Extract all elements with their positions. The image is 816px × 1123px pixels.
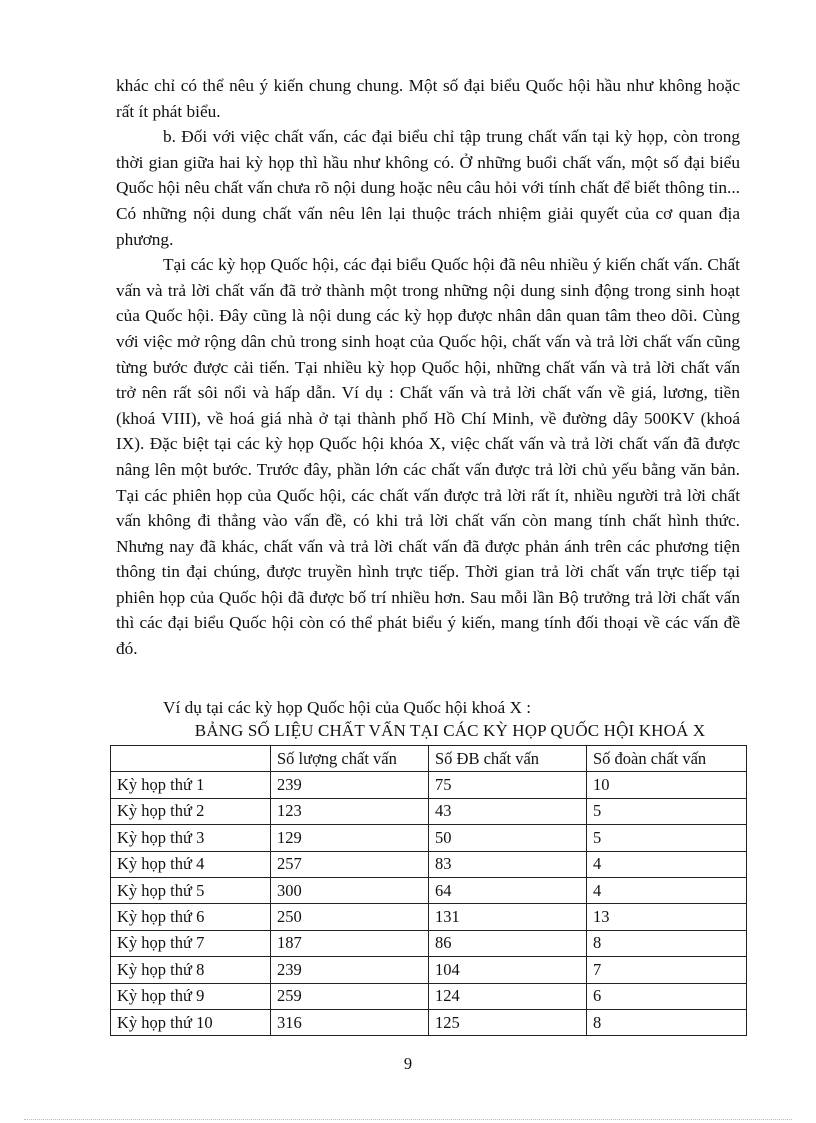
question-count-cell: 123 bbox=[271, 798, 429, 824]
delegation-count-cell: 10 bbox=[587, 772, 747, 798]
session-cell: Kỳ họp thứ 8 bbox=[111, 957, 271, 983]
question-count-cell: 259 bbox=[271, 983, 429, 1009]
delegation-count-cell: 6 bbox=[587, 983, 747, 1009]
question-count-cell: 129 bbox=[271, 825, 429, 851]
delegation-count-cell: 4 bbox=[587, 851, 747, 877]
session-cell: Kỳ họp thứ 2 bbox=[111, 798, 271, 824]
deputy-count-cell: 86 bbox=[429, 930, 587, 956]
deputy-count-cell: 125 bbox=[429, 1009, 587, 1035]
deputy-count-cell: 124 bbox=[429, 983, 587, 1009]
question-count-cell: 187 bbox=[271, 930, 429, 956]
table-row bbox=[111, 1009, 747, 1035]
session-cell: Kỳ họp thứ 3 bbox=[111, 825, 271, 851]
delegation-count-cell: 8 bbox=[587, 1009, 747, 1035]
paragraph-interpellation: b. Đối với việc chất vấn, các đại biểu chỉ tập trung chất vấn tại kỳ họp, còn trong thời gian giữa hai kỳ họp thì hầu như không có. Ở những buổi chất vấn, một số đại biểu Quốc hội nêu chất vấn chưa rõ nội dung hoặc nêu câu hỏi với tính chất để biết thông tin... Có những nội dung chất vấn nêu lên lại thuộc trách nhiệm giải quyết của cơ quan địa phương. bbox=[116, 127, 740, 249]
table-row bbox=[111, 877, 747, 903]
question-count-cell: 316 bbox=[271, 1009, 429, 1035]
deputy-count-cell: 83 bbox=[429, 851, 587, 877]
table-title: BẢNG SỐ LIỆU CHẤT VẤN TẠI CÁC KỲ HỌP QUỐC HỘI KHOÁ X bbox=[194, 721, 706, 740]
header-cell-question-count: Số lượng chất vấn bbox=[271, 746, 429, 772]
header-cell-delegation-count: Số đoàn chất vấn bbox=[587, 746, 747, 772]
page-bottom-divider bbox=[24, 1119, 792, 1120]
table-row bbox=[111, 904, 747, 930]
session-cell: Kỳ họp thứ 1 bbox=[111, 772, 271, 798]
question-count-cell: 257 bbox=[271, 851, 429, 877]
delegation-count-cell: 5 bbox=[587, 825, 747, 851]
table-row bbox=[111, 825, 747, 851]
table-row bbox=[111, 851, 747, 877]
table-row bbox=[111, 798, 747, 824]
example-line: Ví dụ tại các kỳ họp Quốc hội của Quốc hội khoá X : bbox=[163, 698, 532, 717]
session-cell: Kỳ họp thứ 4 bbox=[111, 851, 271, 877]
deputy-count-cell: 64 bbox=[429, 877, 587, 903]
delegation-count-cell: 5 bbox=[587, 798, 747, 824]
header-cell-deputy-count: Số ĐB chất vấn bbox=[429, 746, 587, 772]
deputy-count-cell: 104 bbox=[429, 957, 587, 983]
deputy-count-cell: 75 bbox=[429, 772, 587, 798]
delegation-count-cell: 7 bbox=[587, 957, 747, 983]
body-text bbox=[116, 73, 740, 662]
session-cell: Kỳ họp thứ 10 bbox=[111, 1009, 271, 1035]
question-count-cell: 239 bbox=[271, 957, 429, 983]
deputy-count-cell: 131 bbox=[429, 904, 587, 930]
session-cell: Kỳ họp thứ 6 bbox=[111, 904, 271, 930]
session-cell: Kỳ họp thứ 7 bbox=[111, 930, 271, 956]
table-header-row bbox=[111, 746, 747, 772]
delegation-count-cell: 8 bbox=[587, 930, 747, 956]
deputy-count-cell: 50 bbox=[429, 825, 587, 851]
deputy-count-cell: 43 bbox=[429, 798, 587, 824]
table-row bbox=[111, 930, 747, 956]
delegation-count-cell: 13 bbox=[587, 904, 747, 930]
interpellation-table bbox=[110, 745, 747, 1036]
paragraph-sessions: Tại các kỳ họp Quốc hội, các đại biểu Quốc hội đã nêu nhiều ý kiến chất vấn. Chất vấn và trả lời chất vấn đã trở thành một trong những nội dung sinh động trong sinh hoạt của Quốc hội. Đây cũng là nội dung các kỳ họp được nhân dân quan tâm theo dõi. Cùng với việc mở rộng dân chủ trong sinh hoạt của Quốc hội, chất vấn và trả lời chất vấn cũng từng bước được cải tiến. Tại nhiều kỳ họp Quốc hội, những chất vấn và trả lời chất vấn trở nên rất sôi nổi và hấp dẫn. Ví dụ : Chất vấn và trả lời chất vấn về giá, lương, tiền (khoá VIII), về hoá giá nhà ở tại thành phố Hồ Chí Minh, về đường dây 500KV (khoá IX). Đặc biệt tại các kỳ họp Quốc hội khóa X, việc chất vấn và trả lời chất vấn đã được nâng lên một bước. Trước đây, phần lớn các chất vấn được trả lời chủ yếu bằng văn bản. Tại các phiên họp của Quốc hội, các chất vấn được trả lời rất ít, nhiều người trả lời chất vấn không đi thẳng vào vấn đề, có khi trả lời chất vấn còn mang tính chất hình thức. Nhưng nay đã khác, chất vấn và trả lời chất vấn đã được phản ánh trên các phương tiện thông tin đại chúng, được truyền hình trực tiếp. Thời gian trả lời chất vấn trực tiếp tại phiên họp của Quốc hội đã được bố trí nhiều hơn. Sau mỗi lần Bộ trưởng trả lời chất vấn thì các đại biểu Quốc hội còn có thể phát biểu ý kiến, mang tính đối thoại về các vấn đề đó. bbox=[116, 255, 740, 659]
table-row bbox=[111, 772, 747, 798]
session-cell: Kỳ họp thứ 5 bbox=[111, 877, 271, 903]
table-row bbox=[111, 983, 747, 1009]
delegation-count-cell: 4 bbox=[587, 877, 747, 903]
question-count-cell: 250 bbox=[271, 904, 429, 930]
session-cell: Kỳ họp thứ 9 bbox=[111, 983, 271, 1009]
question-count-cell: 300 bbox=[271, 877, 429, 903]
page-number: 9 bbox=[403, 1054, 413, 1073]
paragraph-continuation: khác chỉ có thể nêu ý kiến chung chung. Một số đại biểu Quốc hội hầu như không hoặc rất ít phát biểu. bbox=[116, 76, 740, 121]
header-cell-session bbox=[111, 746, 271, 772]
question-count-cell: 239 bbox=[271, 772, 429, 798]
table-row bbox=[111, 957, 747, 983]
